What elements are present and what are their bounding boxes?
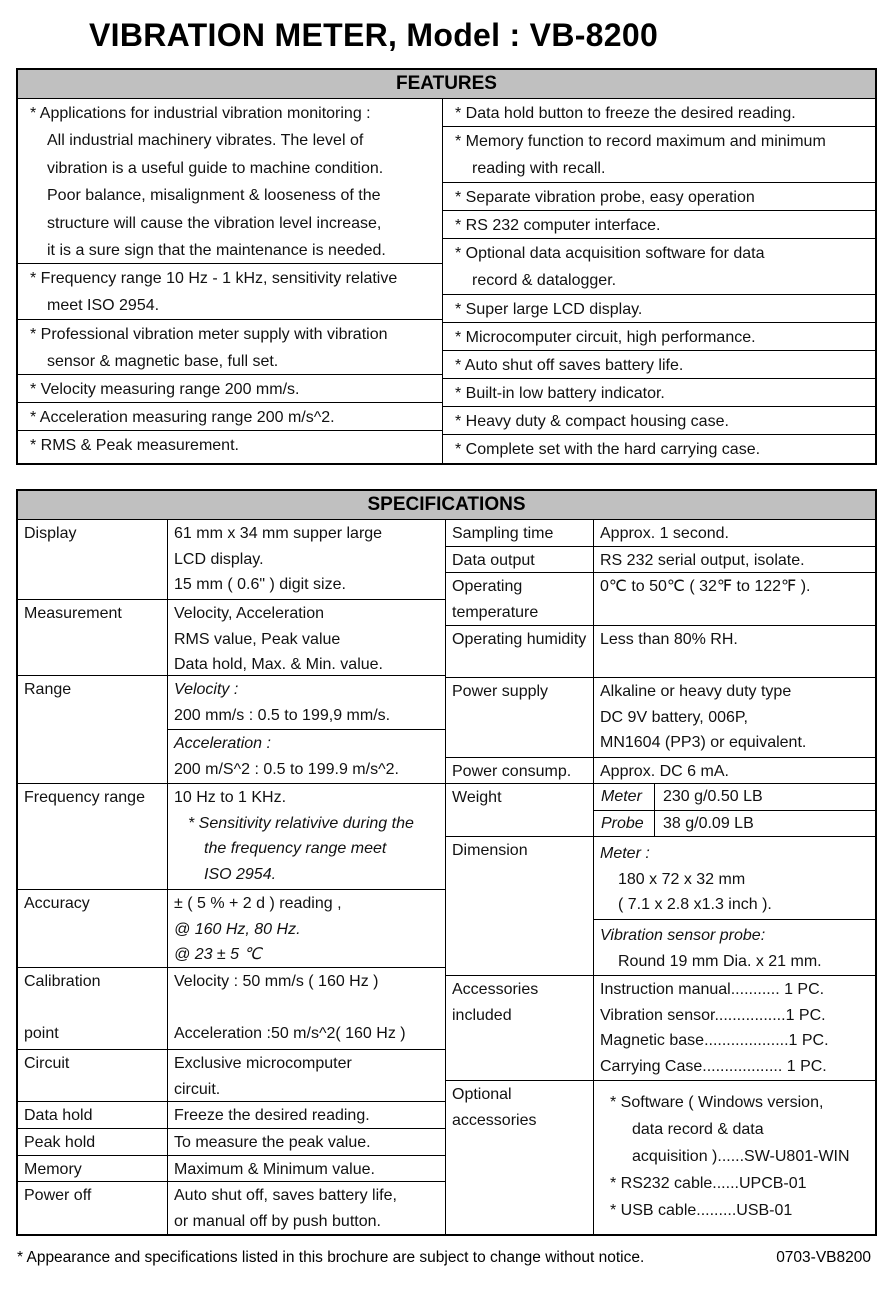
spec-row-power-off <box>18 1182 445 1234</box>
spec-value: Less than 80% RH. <box>600 631 738 649</box>
feature-item: * RS 232 computer interface. <box>443 211 875 239</box>
spec-row-weight <box>446 784 875 837</box>
spec-label: Memory <box>18 1156 168 1181</box>
spec-label: Power consump. <box>446 758 594 783</box>
spec-row-frequency-range <box>18 784 445 890</box>
spec-label: Display <box>18 520 168 599</box>
spec-row-optional-accessories <box>446 1081 875 1234</box>
feature-item: * Frequency range 10 Hz - 1 kHz, sensitivity relative meet ISO 2954. <box>18 264 442 320</box>
range-acceleration-subcell: Acceleration : 200 m/S^2 : 0.5 to 199.9 m/s^2. <box>174 735 399 778</box>
spec-value <box>168 676 445 783</box>
spec-label: Operating humidity <box>446 626 594 677</box>
features-table <box>16 68 877 465</box>
spec-value: 10 Hz to 1 KHz. * Sensitivity relativive during the the frequency range meet ISO 2954. <box>174 789 414 883</box>
spec-row-peak-hold <box>18 1129 445 1156</box>
spec-row-data-output <box>446 547 875 573</box>
spec-value: * Software ( Windows version, data record & data acquisition )......SW-U801-WIN * RS232 cable......UPCB-01 * USB cable.........USB-01 <box>610 1094 850 1220</box>
spec-row-power-consumption <box>446 758 875 784</box>
spec-value: Alkaline or heavy duty type DC 9V battery, 006P, MN1604 (PP3) or equivalent. <box>600 683 807 752</box>
feature-item: * Acceleration measuring range 200 m/s^2. <box>18 403 442 431</box>
specifications-header: SPECIFICATIONS <box>18 491 875 520</box>
spec-row-display <box>18 520 445 600</box>
feature-item: * Optional data acquisition software for data record & datalogger. <box>443 239 875 295</box>
spec-value: ± ( 5 % + 2 d ) reading , @ 160 Hz, 80 Hz. @ 23 ± 5 ℃ <box>174 895 342 964</box>
document-code: 0703-VB8200 <box>776 1249 871 1267</box>
spec-value: Maximum & Minimum value. <box>174 1161 375 1179</box>
feature-item: * Complete set with the hard carrying case. <box>455 441 761 458</box>
feature-item: * Built-in low battery indicator. <box>443 379 875 407</box>
spec-label: Frequency range <box>18 784 168 889</box>
range-velocity-subcell: Velocity : 200 mm/s : 0.5 to 199,9 mm/s. <box>168 676 445 730</box>
spec-value: Velocity, Acceleration RMS value, Peak value Data hold, Max. & Min. value. <box>174 605 383 674</box>
feature-item: * RMS & Peak measurement. <box>30 437 239 454</box>
spec-label: Accuracy <box>18 890 168 967</box>
spec-label: Range <box>18 676 168 783</box>
features-body <box>18 99 875 463</box>
spec-row-power-supply <box>446 678 875 758</box>
spec-value <box>594 784 875 836</box>
spec-row-sampling-time <box>446 520 875 547</box>
spec-label: Dimension <box>446 837 594 975</box>
spec-label: Data hold <box>18 1102 168 1128</box>
feature-item: * Microcomputer circuit, high performance. <box>443 323 875 351</box>
feature-item: * Super large LCD display. <box>443 295 875 323</box>
spec-left-half <box>18 520 445 1234</box>
spec-value: 61 mm x 34 mm supper large LCD display. 15 mm ( 0.6" ) digit size. <box>174 525 383 594</box>
spec-row-accuracy <box>18 890 445 968</box>
spec-right-half <box>445 520 875 1234</box>
spec-value: Instruction manual........... 1 PC. Vibration sensor................1 PC. Magnetic base...................1 PC. Carrying Case.................. 1 PC. <box>600 981 829 1075</box>
spec-value: Exclusive microcomputer circuit. <box>174 1055 352 1098</box>
features-right-column <box>442 99 875 463</box>
footer <box>16 1249 877 1267</box>
spec-row-calibration-point <box>18 968 445 1050</box>
feature-item: * Auto shut off saves battery life. <box>443 351 875 379</box>
spec-row-accessories-included <box>446 976 875 1081</box>
dimension-meter-subcell: Meter : 180 x 72 x 32 mm ( 7.1 x 2.8 x1.3 inch ). <box>594 837 875 920</box>
spec-label: Measurement <box>18 600 168 675</box>
spec-row-dimension <box>446 837 875 976</box>
spec-value: Velocity : 50 mm/s ( 160 Hz ) Acceleration :50 m/s^2( 160 Hz ) <box>174 973 406 1042</box>
feature-item: * Separate vibration probe, easy operation <box>443 183 875 211</box>
feature-item: * Heavy duty & compact housing case. <box>443 407 875 435</box>
spec-row-operating-humidity <box>446 626 875 678</box>
footer-note: * Appearance and specifications listed in this brochure are subject to change without notice. <box>17 1249 645 1267</box>
spec-label: Weight <box>446 784 594 836</box>
section-gap <box>16 465 877 489</box>
dimension-probe-subcell: Vibration sensor probe: Round 19 mm Dia. x 21 mm. <box>600 927 822 970</box>
feature-item: * Professional vibration meter supply with vibration sensor & magnetic base, full set. <box>18 320 442 375</box>
weight-meter-row: Meter 230 g/0.50 LB <box>594 784 875 811</box>
feature-item: * Memory function to record maximum and minimum reading with recall. <box>443 127 875 183</box>
weight-probe-row: Probe 38 g/0.09 LB <box>594 811 875 836</box>
spec-label: Circuit <box>18 1050 168 1101</box>
spec-value: Auto shut off, saves battery life, or manual off by push button. <box>174 1187 397 1230</box>
spec-label: Accessories included <box>446 976 594 1080</box>
features-left-column <box>18 99 442 463</box>
spec-label: Operating temperature <box>446 573 594 625</box>
spec-value <box>594 837 875 975</box>
spec-row-range <box>18 676 445 784</box>
spec-label: Sampling time <box>446 520 594 546</box>
features-header: FEATURES <box>18 70 875 99</box>
feature-item: * Data hold button to freeze the desired reading. <box>443 99 875 127</box>
spec-value: Approx. DC 6 mA. <box>600 763 729 781</box>
spec-value: RS 232 serial output, isolate. <box>600 552 805 570</box>
spec-label: Optional accessories <box>446 1081 594 1234</box>
spec-value: 0℃ to 50℃ ( 32℉ to 122℉ ). <box>600 578 811 596</box>
spec-row-measurement <box>18 600 445 676</box>
spec-label: Power supply <box>446 678 594 757</box>
spec-row-operating-temperature <box>446 573 875 626</box>
spec-value: Approx. 1 second. <box>600 525 729 543</box>
spec-value: Freeze the desired reading. <box>174 1107 370 1125</box>
spec-value: To measure the peak value. <box>174 1134 371 1152</box>
spec-row-circuit <box>18 1050 445 1102</box>
spec-label: Data output <box>446 547 594 572</box>
page-title: VIBRATION METER, Model : VB-8200 <box>89 17 659 53</box>
spec-row-memory <box>18 1156 445 1182</box>
spec-row-data-hold <box>18 1102 445 1129</box>
specifications-body <box>18 520 875 1234</box>
specifications-table <box>16 489 877 1236</box>
feature-item: * Applications for industrial vibration monitoring : All industrial machinery vibrates. The level of vibration is a useful guide to machine condition. Poor balance, misalignment & looseness of the structure will cause the vibration level increase, it is a sure sign that the maintenance is needed. <box>18 99 442 264</box>
spec-label: Peak hold <box>18 1129 168 1155</box>
spec-label: Power off <box>18 1182 168 1234</box>
feature-item: * Velocity measuring range 200 mm/s. <box>18 375 442 403</box>
spec-label: Calibration point <box>18 968 168 1049</box>
